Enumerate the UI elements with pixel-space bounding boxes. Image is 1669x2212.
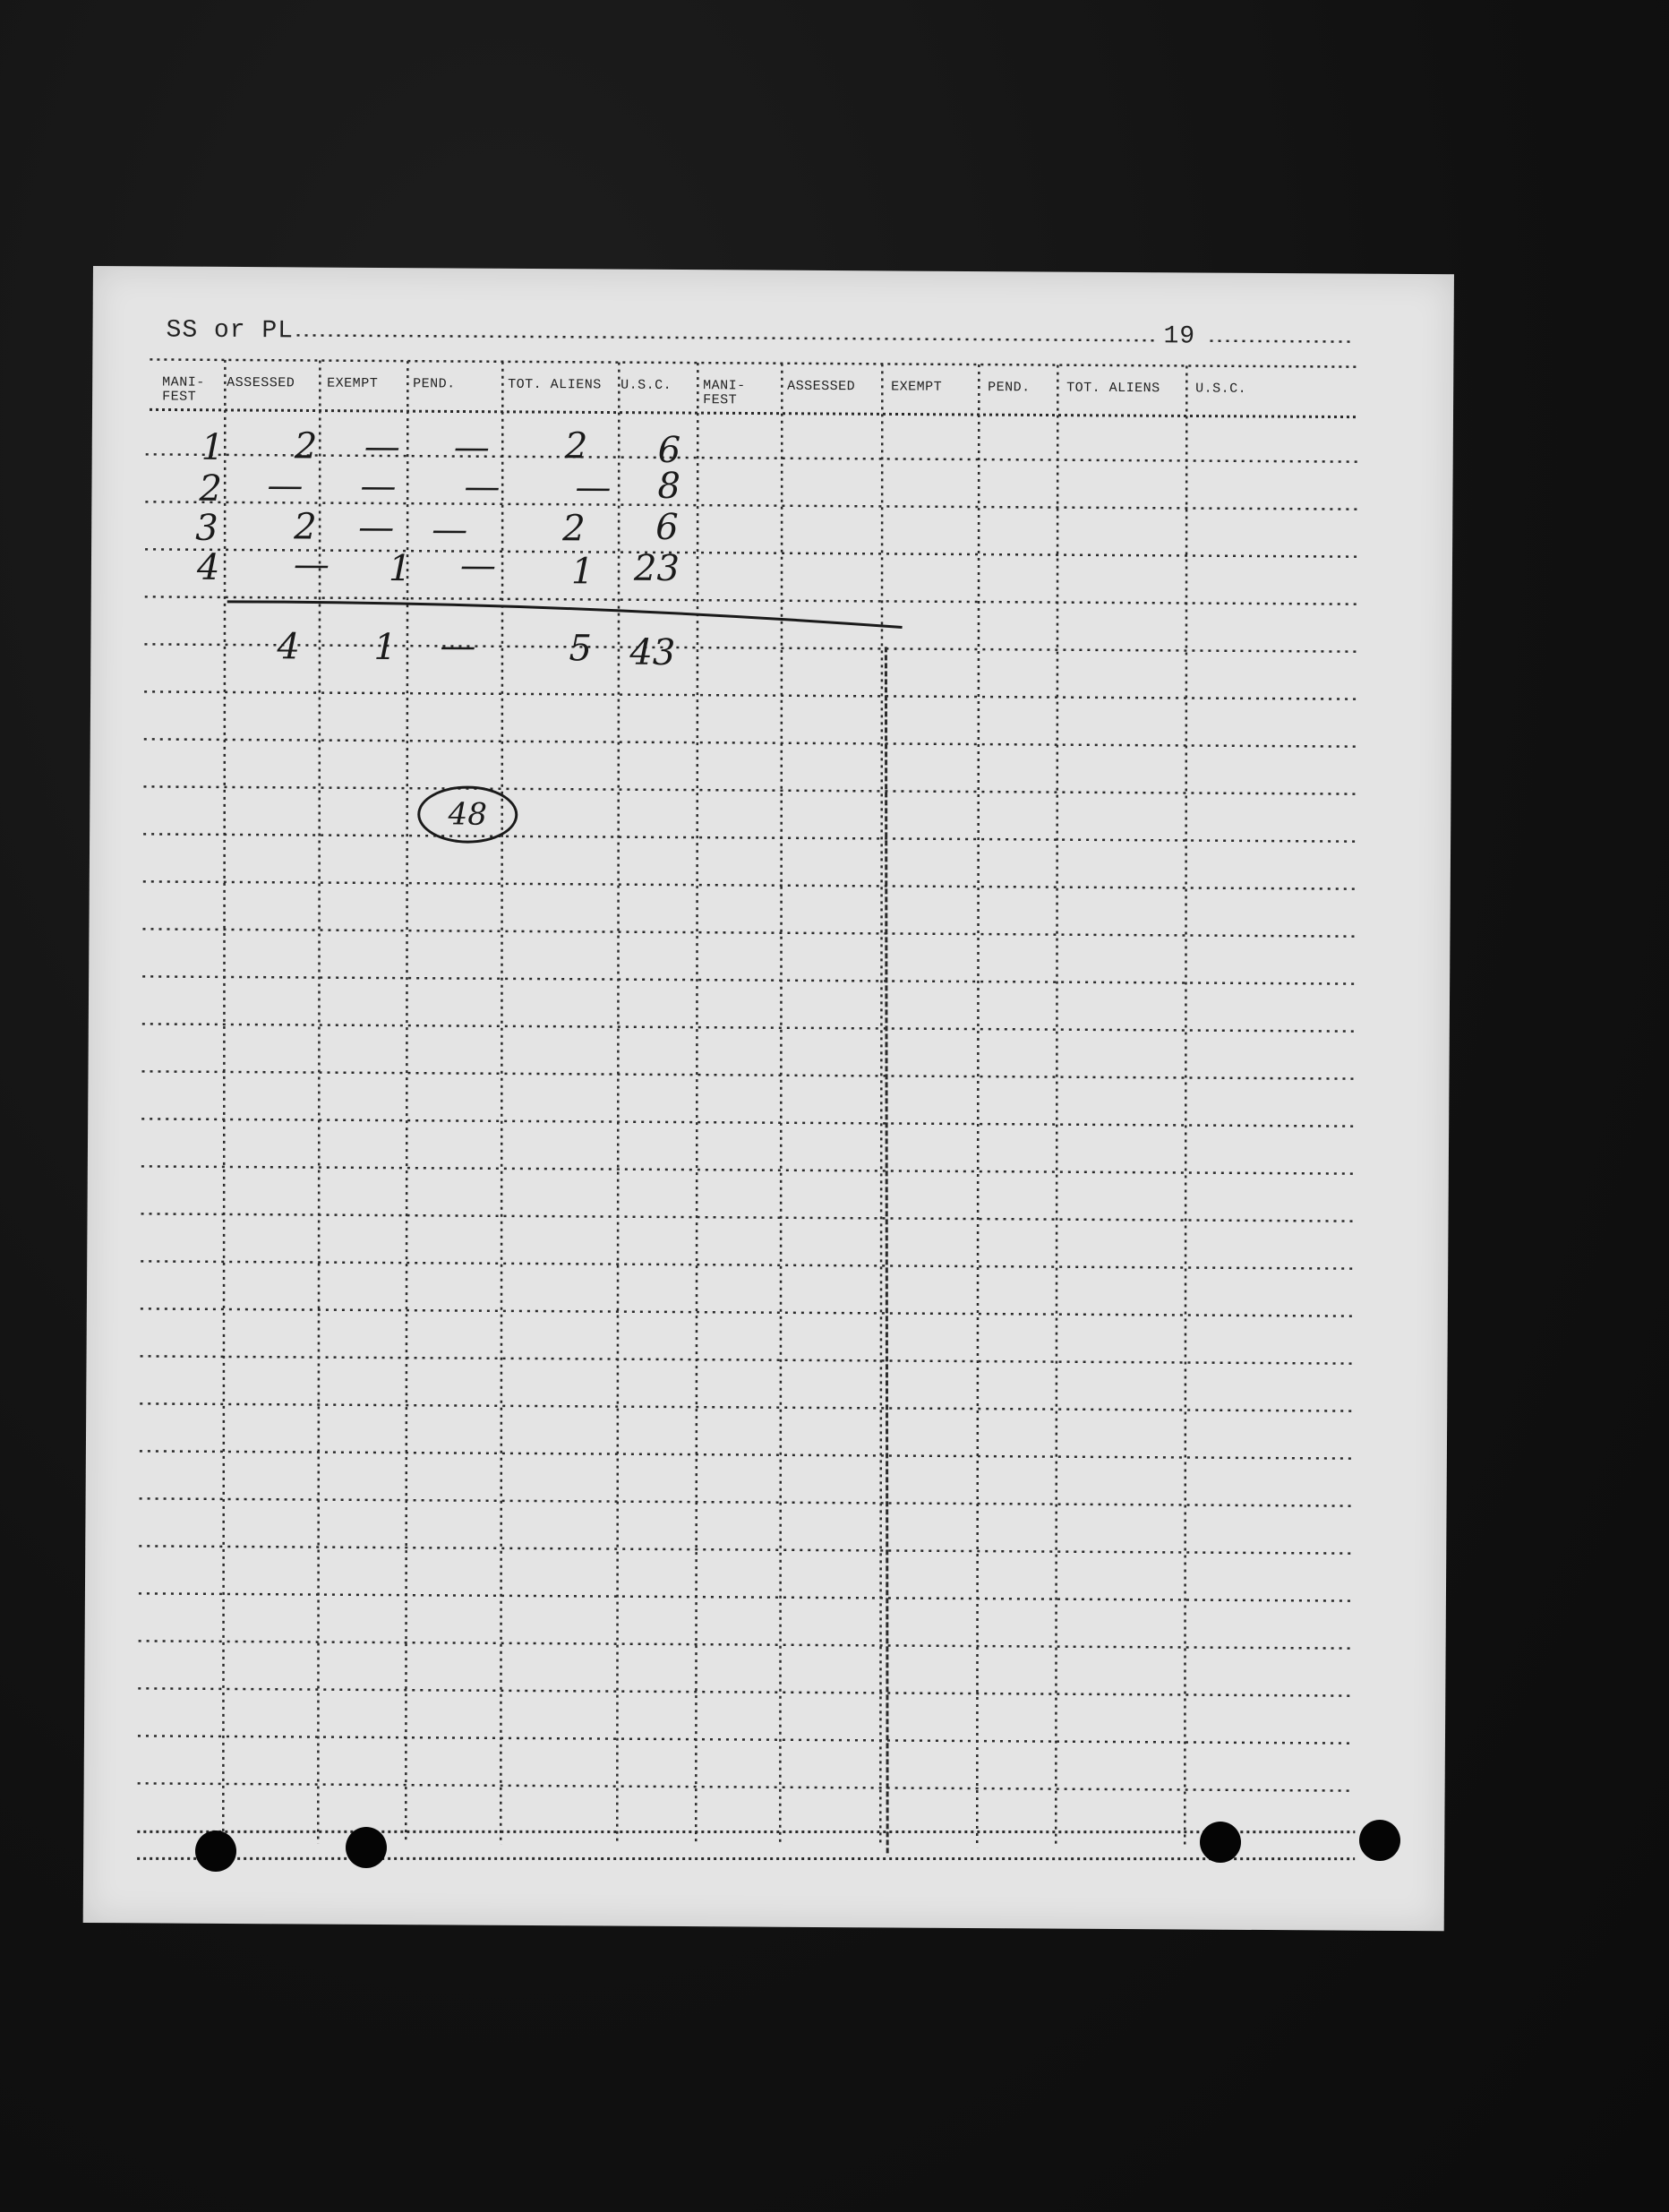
row-rule xyxy=(142,976,1358,983)
entry-tot-aliens: — xyxy=(575,467,612,509)
row-rule xyxy=(139,1546,1355,1553)
tally-form-sheet xyxy=(83,266,1454,1931)
entry-manifest: 1 xyxy=(201,426,225,468)
col-head-exempt-right: EXEMPT xyxy=(891,379,943,395)
row-rule xyxy=(141,1166,1357,1173)
row-rule xyxy=(139,1641,1355,1648)
total-tot-aliens: 5 xyxy=(569,628,592,670)
col-head-exempt-left: EXEMPT xyxy=(327,375,379,391)
row-rule xyxy=(144,739,1360,746)
row-rule xyxy=(138,1688,1354,1695)
entry-manifest: 2 xyxy=(199,467,223,510)
col-head-manifest-left: MANI- FEST xyxy=(162,374,205,405)
entry-tot-aliens: 1 xyxy=(570,551,595,593)
entry-pend: — xyxy=(464,466,501,508)
year-dotted-line xyxy=(1211,341,1356,342)
col-head-tot-aliens-right: TOT. ALIENS xyxy=(1066,380,1160,397)
row-rule xyxy=(141,1356,1357,1363)
total-assessed: 4 xyxy=(277,626,300,668)
year-label: 19 xyxy=(1163,322,1196,351)
row-rule xyxy=(138,1736,1354,1743)
punch-hole xyxy=(195,1830,236,1872)
col-head-manifest-right: MANI- FEST xyxy=(703,378,746,408)
column-divider xyxy=(1177,365,1194,1848)
row-rule xyxy=(140,1403,1356,1410)
row-rule xyxy=(142,1024,1358,1031)
column-divider xyxy=(689,363,705,1846)
entry-pend: — xyxy=(432,509,468,551)
row-rule xyxy=(143,881,1359,888)
entry-exempt: 1 xyxy=(388,548,412,590)
row-rule xyxy=(146,454,1362,461)
bottom-rule-lower xyxy=(137,1851,1355,1865)
entry-manifest: 3 xyxy=(195,507,218,549)
entry-manifest: 4 xyxy=(196,546,220,588)
entry-assessed: 2 xyxy=(294,506,317,548)
row-rule xyxy=(140,1498,1356,1505)
circled-grand-total xyxy=(417,785,518,844)
total-exempt: 1 xyxy=(373,626,397,669)
row-rule xyxy=(138,1783,1354,1790)
column-divider xyxy=(610,363,626,1846)
total-usc: 43 xyxy=(629,631,676,673)
header-bottom-rule xyxy=(150,409,1357,416)
col-head-pend-right: PEND. xyxy=(988,380,1031,396)
row-rule xyxy=(142,1071,1358,1078)
row-rule xyxy=(143,786,1359,793)
row-rule xyxy=(144,644,1360,651)
row-rule xyxy=(144,691,1360,699)
col-head-assessed-left: ASSESSED xyxy=(227,374,295,391)
entry-assessed: 2 xyxy=(294,425,318,467)
entry-usc: 6 xyxy=(655,506,679,548)
entry-assessed: — xyxy=(267,465,304,507)
col-head-usc-right: U.S.C. xyxy=(1195,381,1247,397)
col-head-usc-left: U.S.C. xyxy=(621,377,672,393)
entry-exempt: — xyxy=(360,465,397,508)
entry-pend: — xyxy=(459,544,497,587)
row-rule xyxy=(141,1308,1357,1316)
entry-usc: 6 xyxy=(657,429,681,472)
ss-or-pl-label: SS or PL xyxy=(166,316,295,346)
header-top-rule xyxy=(150,359,1357,366)
column-divider xyxy=(773,364,789,1847)
entry-assessed: — xyxy=(293,544,330,586)
col-head-tot-aliens-left: TOT. ALIENS xyxy=(508,376,602,393)
row-rule xyxy=(142,929,1358,936)
entry-tot-aliens: 2 xyxy=(564,425,588,467)
column-divider xyxy=(1048,365,1065,1848)
entry-exempt: — xyxy=(364,425,400,468)
entry-exempt: — xyxy=(358,506,395,549)
circled-grand-total-value: 48 xyxy=(448,796,488,833)
column-divider xyxy=(493,362,509,1845)
entry-usc: 8 xyxy=(657,465,681,508)
entry-usc: 23 xyxy=(633,547,680,590)
punch-hole xyxy=(1200,1822,1241,1863)
bottom-rule xyxy=(137,1824,1355,1839)
row-rule xyxy=(141,1119,1357,1126)
column-divider xyxy=(970,364,986,1848)
entry-pend: — xyxy=(453,426,490,468)
handwritten-total-underline xyxy=(227,602,903,628)
punch-hole xyxy=(1359,1820,1400,1861)
row-rule xyxy=(141,1213,1357,1221)
row-rule xyxy=(140,1451,1356,1458)
entry-tot-aliens: 2 xyxy=(562,508,586,550)
center-heavy-divider xyxy=(878,647,894,1856)
row-rule xyxy=(139,1593,1355,1600)
row-rule xyxy=(141,1261,1357,1268)
punch-hole xyxy=(346,1827,387,1868)
row-rule xyxy=(143,834,1359,841)
form-grid xyxy=(83,266,1454,1931)
col-head-assessed-right: ASSESSED xyxy=(787,378,856,395)
title-dotted-line xyxy=(297,335,1159,340)
row-rule xyxy=(145,502,1361,509)
col-head-pend-left: PEND. xyxy=(413,376,456,392)
total-pend: — xyxy=(440,625,476,667)
